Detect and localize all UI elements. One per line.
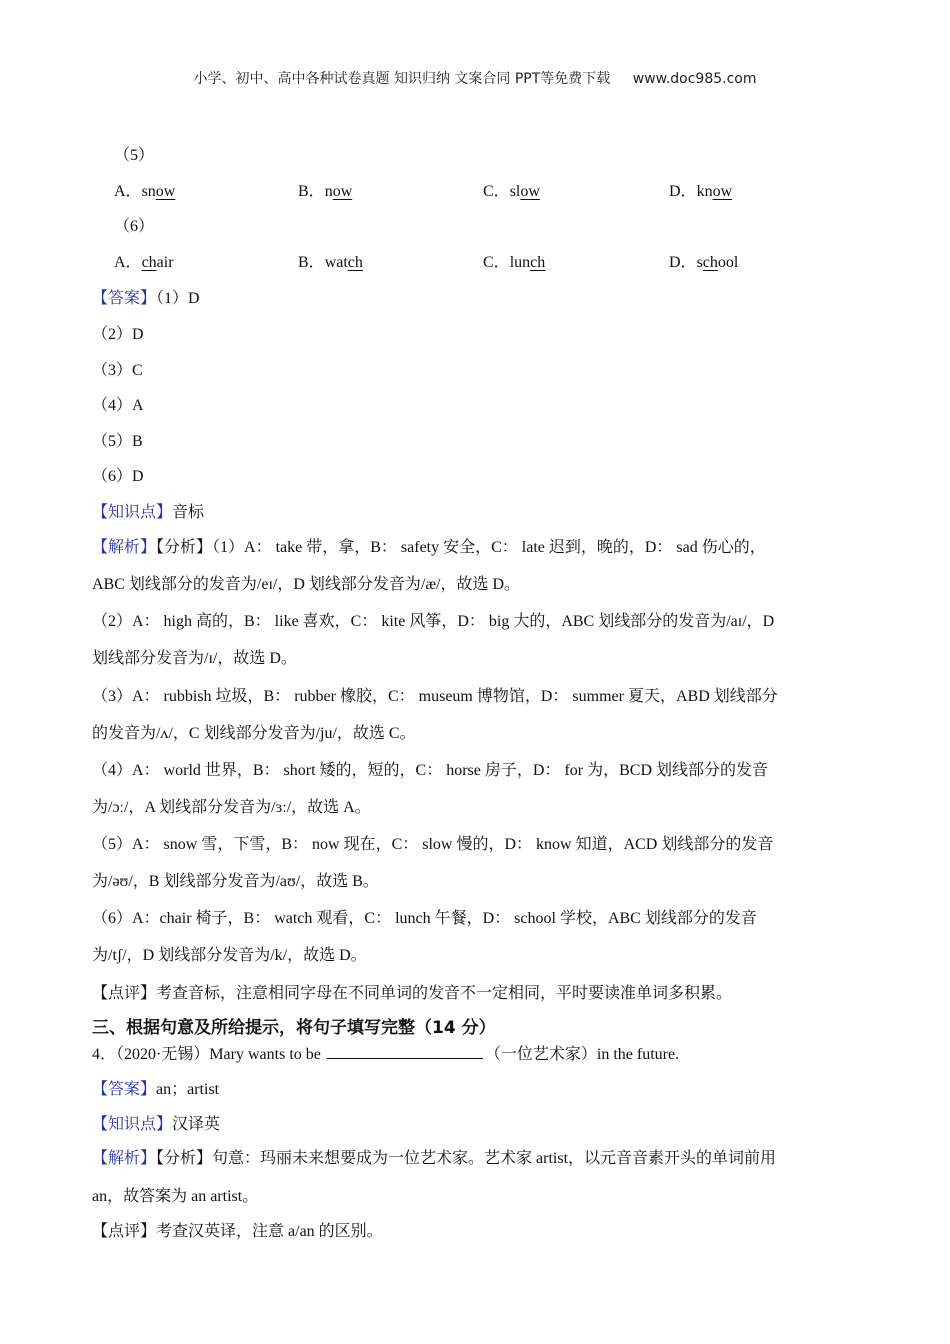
answer-line: （2）D [92, 326, 144, 343]
answer-line: （3）C [92, 362, 143, 379]
analysis-line: （3）A： rubbish 垃圾，B： rubber 橡胶，C： museum 博物馆，D： summer 夏天，ABD 划线部分 [92, 688, 778, 705]
header-url[interactable]: www.doc985.com [632, 71, 757, 87]
analysis-line: （2）A： high 高的，B： like 喜欢，C： kite 风筝，D： big 大的，ABC 划线部分的发音为/aɪ/，D [92, 613, 775, 630]
answer-2: 【答案】an；artist [92, 1081, 220, 1098]
q6-option-c: C．lunch [483, 254, 546, 271]
answer-tag: 【答案】 [92, 290, 157, 307]
answer-line: （5）B [92, 433, 143, 450]
q6-option-d: D．school [669, 254, 739, 271]
analysis-line: ABC 划线部分的发音为/eɪ/，D 划线部分发音为/æ/，故选 D。 [92, 576, 521, 593]
q5-option-c: C．slow [483, 183, 540, 200]
analysis-line: 为/ɔː/，A 划线部分发音为/ɜː/，故选 A。 [92, 799, 371, 816]
analysis-line: 划线部分发音为/ɪ/，故选 D。 [92, 650, 297, 667]
knowledge-point: 【知识点】音标 [92, 504, 205, 521]
answer-line: （6）D [92, 468, 144, 485]
analysis-line: 为/tʃ/，D 划线部分发音为/k/，故选 D。 [92, 947, 367, 964]
answer-blank[interactable] [327, 1043, 483, 1059]
analysis-line: 的发音为/ʌ/，C 划线部分发音为/ju/，故选 C。 [92, 725, 416, 742]
comment-1: 【点评】考查音标，注意相同字母在不同单词的发音不一定相同，平时要读准单词多积累。 [92, 985, 733, 1002]
analysis-2-line-2: an，故答案为 an artist。 [92, 1188, 259, 1205]
q5-option-d: D．know [669, 183, 733, 200]
q5-label: （5） [114, 147, 155, 164]
comment-2: 【点评】考查汉英译，注意 a/an 的区别。 [92, 1223, 383, 1240]
header-text: 小学、初中、高中各种试卷真题 知识归纳 文案合同 PPT等免费下载 [193, 71, 611, 87]
answer-line-1: 【答案】（1）D [92, 290, 200, 307]
q5-option-a: A．snow [114, 183, 176, 200]
answer-line: （4）A [92, 397, 144, 414]
q5-option-b: B．now [298, 183, 353, 200]
q6-option-a: A．chair [114, 254, 174, 271]
analysis-line-1: 【解析】【分析】（1）A： take 带，拿，B： safety 安全，C： late 迟到，晚的，D： sad 伤心的， [92, 539, 766, 556]
section-3-title: 三、根据句意及所给提示，将句子填写完整（14 分） [92, 1018, 496, 1038]
analysis-line: （6）A：chair 椅子，B： watch 观看，C： lunch 午餐，D： school 学校，ABC 划线部分的发音 [92, 910, 757, 927]
analysis-line: （5）A： snow 雪，下雪，B： now 现在，C： slow 慢的，D： know 知道，ACD 划线部分的发音 [92, 836, 774, 853]
analysis-line: （4）A： world 世界，B： short 矮的，短的，C： horse 房子，D： for 为，BCD 划线部分的发音 [92, 762, 768, 779]
analysis-2-line-1: 【解析】【分析】句意：玛丽未来想要成为一位艺术家。艺术家 artist，以元音音素开头的单词前用 [92, 1150, 777, 1167]
analysis-line: 为/əʊ/，B 划线部分发音为/aʊ/，故选 B。 [92, 873, 379, 890]
page-header [0, 68, 950, 88]
knowledge-point-2: 【知识点】汉译英 [92, 1116, 221, 1133]
q6-option-b: B．watch [298, 254, 363, 271]
question-4: 4．（2020·无锡）Mary wants to be （一位艺术家）in the future. [92, 1043, 679, 1066]
analysis-tag: 【解析】 [92, 539, 157, 556]
q6-label: （6） [114, 218, 155, 235]
